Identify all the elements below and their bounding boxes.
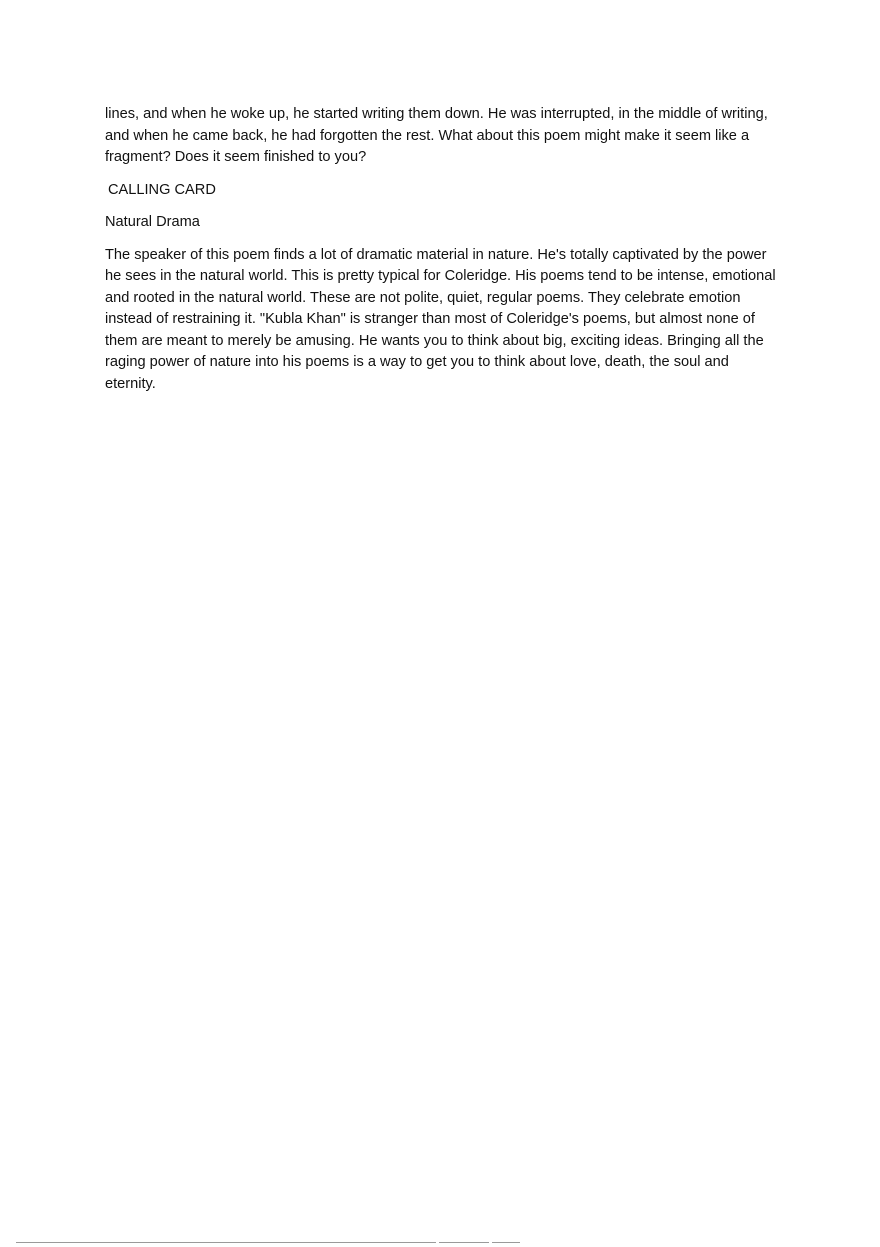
footer-divider [16,1242,520,1243]
footer-divider-gap [436,1241,439,1244]
natural-drama-heading: Natural Drama [105,214,200,230]
fragment-paragraph: lines, and when he woke up, he started writing them down. He was interrupted, in the middle of writing, and when he came back, he had forgotten the rest. What about this poem might make it seem like a fragment? Does it seem finished to you? [105,106,768,165]
natural-drama-paragraph: The speaker of this poem finds a lot of dramatic material in nature. He's totally captivated by the power he sees in the natural world. This is pretty typical for Coleridge. His poems tend to be intense, emotional and rooted in the natural world. These are not polite, quiet, regular poems. They celebrate emotion instead of restraining it. "Kubla Khan" is stranger than most of Coleridge's poems, but almost none of them are meant to merely be amusing. He wants you to think about big, exciting ideas. Bringing all the raging power of nature into his poems is a way to get you to think about love, death, the soul and eternity. [105,246,776,392]
document-body [105,104,777,406]
footer-divider-gap [489,1241,492,1244]
calling-card-heading: CALLING CARD [108,181,216,198]
